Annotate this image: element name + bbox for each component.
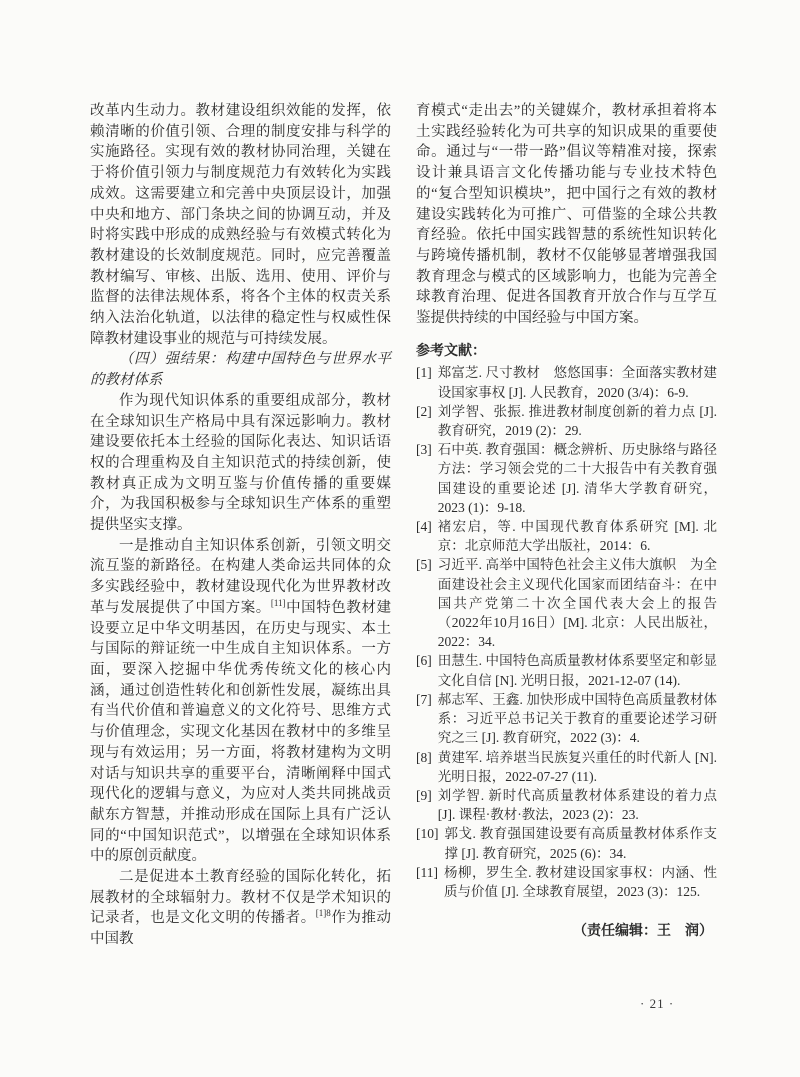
paragraph-first-point xyxy=(90,536,391,867)
reference-number: [9] xyxy=(416,787,432,803)
citation-superscript: [11] xyxy=(270,598,286,609)
reference-item xyxy=(416,690,717,748)
paragraph-text: 作为推动中国教 xyxy=(90,910,392,948)
reference-number: [5] xyxy=(416,557,432,573)
section-heading: （四）强结果：构建中国特色与世界水平的教材体系 xyxy=(90,351,391,389)
reference-text: 田慧生. 中国特色高质量教材体系要坚定和彰显文化自信 [N]. 光明日报，2021-12-07 (14). xyxy=(437,653,717,688)
reference-item xyxy=(416,402,717,440)
reference-item xyxy=(416,440,717,517)
reference-number: [2] xyxy=(416,403,432,419)
reference-text: 杨柳，罗生全. 教材建设国家事权：内涵、性质与价值 [J]. 全球教育展望，2023 (3)：125. xyxy=(444,864,717,899)
reference-number: [8] xyxy=(416,749,432,765)
citation-superscript: [1]8 xyxy=(315,908,331,919)
reference-item xyxy=(416,555,717,651)
reference-item xyxy=(416,363,717,401)
reference-item xyxy=(416,651,717,689)
paragraph-text: 二是促进本土教育经验的国际化转化，拓展教材的全球辐射力。教材不仅是学术知识的记录者，也是文化文明的传播者。 xyxy=(90,869,391,927)
reference-text: 刘学智. 新时代高质量教材体系建设的着力点 [J]. 课程·教材·教法，2023 (2)：23. xyxy=(437,787,717,823)
reference-item xyxy=(416,786,717,824)
reference-number: [7] xyxy=(416,691,432,707)
paragraph-second-point xyxy=(90,867,391,950)
reference-text: 黄建军. 培养堪当民族复兴重任的时代新人 [N]. 光明日报，2022-07-27 (11). xyxy=(437,749,717,784)
paragraph-intro: 作为现代知识体系的重要组成部分，教材在全球知识生产格局中具有深远影响力。教材建设要依托本土经验的国际化表达、知识话语权的合理重构及自主知识范式的持续创新，使教材真正成为文明互鉴与价值传播的重要媒介，为我国积极参与全球知识生产体系的重塑提供坚实支撑。 xyxy=(90,392,391,534)
reference-number: [10] xyxy=(416,826,439,842)
reference-text: 郑富芝. 尺寸教材 悠悠国事：全面落实教材建设国家事权 [J]. 人民教育，2020 (3/4)：6-9. xyxy=(437,365,717,400)
reference-item xyxy=(416,863,717,901)
reference-item xyxy=(416,748,717,786)
reference-number: [1] xyxy=(416,365,432,381)
left-column xyxy=(90,101,391,955)
reference-text: 郭戈. 教育强国建设要有高质量教材体系作支撑 [J]. 教育研究，2025 (6)：34. xyxy=(444,826,717,861)
reference-number: [11] xyxy=(416,864,438,880)
reference-text: 褚宏启，等. 中国现代教育体系研究 [M]. 北京：北京师范大学出版社，2014：6. xyxy=(437,519,717,554)
references-heading: 参考文献： xyxy=(416,341,486,358)
reference-text: 郝志军、王鑫. 加快形成中国特色高质量教材体系：习近平总书记关于教育的重要论述学习研究之三 [J]. 教育研究，2022 (3)：4. xyxy=(437,691,717,746)
references-list xyxy=(416,363,717,901)
reference-text: 石中英. 教育强国：概念辨析、历史脉络与路径方法：学习领会党的二十大报告中有关教育强国建设的重要论述 [J]. 清华大学教育研究，2023 (1)：9-18. xyxy=(437,442,717,515)
reference-item xyxy=(416,824,717,862)
editor-note: （责任编辑：王 润） xyxy=(573,922,713,939)
paragraph-continuation: 育模式“走出去”的关键媒介，教材承担着将本土实践经验转化为可共享的知识成果的重要使命。通过与“一带一路”倡议等精准对接，探索设计兼具语言文化传播功能与专业技术特色的“复合型知识模块”，把中国行之有效的教材建设实践转化为可推广、可借鉴的全球公共教育经验。依托中国实践智慧的系统性知识转化与跨境传播机制，教材不仅能够显著增强我国教育理念与模式的区域影响力，也能为完善全球教育治理、促进各国教育开放合作与互学互鉴提供持续的中国经验与中国方案。 xyxy=(416,103,717,327)
reference-text: 习近平. 高举中国特色社会主义伟大旗帜 为全面建设社会主义现代化国家而团结奋斗：在中国共产党第二十次全国代表大会上的报告（2022年10月16日）[M]. 北京：人民出版社，2022：34. xyxy=(437,557,717,650)
page-number: · 21 · xyxy=(640,996,675,1011)
paragraph-continuation: 改革内生动力。教材建设组织效能的发挥，依赖清晰的价值引领、合理的制度安排与科学的实施路径。实现有效的教材协同治理，关键在于将价值引领力与制度规范力有效转化为实践成效。这需要建立和完善中央顶层设计，加强中央和地方、部门条块之间的协调互动，并及时将实践中形成的成熟经验与有效模式转化为教材建设的长效制度规范。同时，应完善覆盖教材编写、审核、出版、选用、使用、评价与监督的法律法规体系，将各个主体的权责关系纳入法治化轨道，以法律的稳定性与权威性保障教材建设事业的规范与可持续发展。 xyxy=(90,103,391,347)
two-column-layout xyxy=(90,101,717,955)
reference-item xyxy=(416,517,717,555)
reference-text: 刘学智、张振. 推进教材制度创新的着力点 [J]. 教育研究，2019 (2)：29. xyxy=(437,403,717,439)
paragraph-text: 中国特色教材建设要立足中华文明基因，在历史与现实、本土与国际的辩证统一中生成自主知识体系。一方面，要深入挖掘中华优秀传统文化的核心内涵，通过创造性转化和创新性发展，凝练出具有当代价值和普遍意义的文化符号、思维方式与价值理念，实现文化基因在教材中的多维呈现与有效运用；另一方面，将教材建构为文明对话与知识共享的重要平台，清晰阐释中国式现代化的逻辑与意义，为应对人类共同挑战贡献东方智慧，并推动形成在国际上具有广泛认同的“中国知识范式”，以增强在全球知识体系中的原创贡献度。 xyxy=(90,599,392,865)
right-column xyxy=(416,101,717,955)
reference-number: [4] xyxy=(416,519,432,535)
paragraph-text: 一是推动自主知识体系创新，引领文明交流互鉴的新路径。在构建人类命运共同体的众多实践经验中，教材建设现代化为世界教材改革与发展提供了中国方案。 xyxy=(90,537,391,616)
reference-number: [3] xyxy=(416,442,432,458)
reference-number: [6] xyxy=(416,653,432,669)
